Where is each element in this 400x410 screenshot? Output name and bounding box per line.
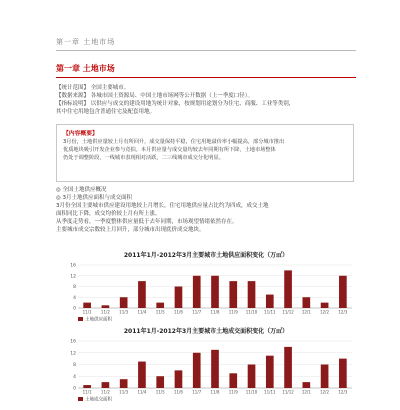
bar [102, 382, 110, 388]
chapter-divider [56, 77, 356, 78]
x-tick-label: 11/7 [192, 309, 202, 315]
x-tick-label: 11/5 [155, 309, 165, 315]
y-tick-label: 4 [73, 374, 76, 380]
x-tick-label: 11/10 [245, 389, 258, 395]
summary-line: 优质地块吸引开发企业参与竞拍。本月供应量与成交量均较去年同期有所下降，土地市场整体 [63, 147, 276, 153]
bar [175, 370, 183, 388]
bar [266, 295, 274, 308]
bar [321, 303, 329, 308]
bar [175, 287, 183, 309]
x-tick-label: 11/9 [228, 309, 238, 315]
chart-1 [56, 262, 356, 324]
bar [339, 276, 347, 308]
bar [193, 353, 201, 388]
y-tick-label: 0 [73, 306, 76, 312]
chart-2-title: 2011年1月-2012年3月主要城市土地成交面积变化（万㎡） [123, 328, 289, 335]
bar [83, 303, 91, 308]
summary-text [63, 138, 349, 162]
section-line: 从季度走势看，一季度整体供应量低于去年同期，市场观望情绪依然存在。 [56, 219, 238, 225]
bar [266, 356, 274, 388]
legend-swatch [78, 317, 83, 321]
intro-line: 其中住宅用地包含普通住宅及配套用地。 [56, 109, 156, 115]
chart-2 [56, 338, 356, 404]
y-tick-label: 12 [70, 351, 76, 357]
y-tick-label: 8 [73, 285, 76, 290]
x-tick-label: 11/4 [137, 389, 147, 395]
legend-label: 土地成交面积 [85, 397, 112, 403]
x-tick-label: 11/12 [282, 309, 294, 315]
y-tick-label: 4 [73, 295, 76, 301]
section-line: ◎ 全国土地供应概况 [56, 187, 107, 193]
x-tick-label: 12/2 [320, 389, 330, 395]
chart-1-title: 2011年1月-2012年3月主要城市土地供应面积变化（万㎡） [123, 252, 289, 259]
section-line: 面积同比下降，成交均价较上月有所上涨。 [56, 211, 161, 217]
x-tick-label: 12/3 [338, 309, 348, 315]
section-line: 主要城市成交宗数较上月回升，部分城市出现底价成交地块。 [56, 227, 205, 233]
intro-line: 【统计范围】 全国主要城市。 [56, 85, 130, 91]
x-tick-label: 11/11 [264, 389, 276, 395]
x-tick-label: 11/11 [264, 309, 276, 315]
bar [248, 365, 256, 389]
section-line: 3月份全国主要城市供应建设用地较上月增长，住宅用地供应量占比约为四成，成交土地 [56, 203, 269, 209]
y-tick-label: 16 [70, 263, 76, 269]
bar [156, 303, 164, 308]
intro-line: 【指标说明】 以供应与成交的建设用地为统计对象，按规划用途划分为住宅、商服、工业等类别， [56, 101, 295, 107]
bar [302, 297, 310, 308]
x-tick-label: 12/1 [301, 389, 311, 395]
bar [321, 365, 329, 389]
x-tick-label: 11/6 [173, 389, 183, 395]
y-tick-label: 16 [70, 339, 76, 345]
bar [120, 297, 128, 308]
x-tick-label: 11/5 [155, 389, 165, 395]
x-tick-label: 11/8 [210, 309, 220, 315]
summary-line: 仍处于调整阶段，一线城市表现相对活跃，二三线城市成交分化明显。 [63, 155, 224, 161]
legend-swatch [78, 397, 83, 401]
x-tick-label: 11/4 [137, 309, 147, 315]
x-tick-label: 11/8 [210, 389, 220, 395]
bar [211, 350, 219, 388]
bar [83, 385, 91, 388]
header-divider [56, 50, 356, 51]
section-line: ◎ 3月土地供应面积与成交面积 [56, 195, 133, 201]
x-tick-label: 11/9 [228, 389, 238, 395]
bar [248, 281, 256, 308]
bar [229, 281, 237, 308]
x-tick-label: 11/1 [82, 389, 92, 395]
x-tick-label: 11/3 [119, 389, 129, 395]
y-tick-label: 0 [73, 386, 76, 392]
x-tick-label: 12/2 [320, 309, 330, 315]
intro-line: 【数据来源】 各城市国土资源局、中国土地市场网等公开数据（上一季度口径）。 [56, 93, 254, 99]
summary-title: 【内容概要】 [63, 131, 98, 137]
y-tick-label: 8 [73, 363, 76, 368]
summary-line: 3月份，土地供应量较上月有所回升，成交量保持平稳，住宅用地溢价率小幅提高，部分城市推出 [63, 139, 285, 145]
x-tick-label: 11/2 [100, 389, 110, 395]
section-paragraph [56, 186, 356, 234]
chapter-title: 第一章 土地市场 [56, 64, 115, 73]
bar [138, 281, 146, 308]
y-tick-label: 12 [70, 274, 76, 280]
bar [138, 362, 146, 388]
bar [229, 373, 237, 388]
intro-paragraph [56, 84, 356, 116]
x-tick-label: 11/1 [82, 309, 92, 315]
bar [284, 347, 292, 388]
bar [302, 382, 310, 388]
x-tick-label: 11/2 [100, 309, 110, 315]
bar [156, 376, 164, 388]
summary-box [56, 124, 354, 182]
bar [102, 305, 110, 308]
running-header: 第一章 土地市场 [56, 38, 116, 46]
bar [193, 276, 201, 308]
bar [284, 270, 292, 308]
bar [211, 276, 219, 308]
x-tick-label: 12/1 [301, 309, 311, 315]
legend-label: 土地供应面积 [85, 317, 112, 323]
x-tick-label: 11/6 [173, 309, 183, 315]
x-tick-label: 11/10 [245, 309, 258, 315]
x-tick-label: 11/12 [282, 389, 294, 395]
bar [120, 379, 128, 388]
x-tick-label: 11/3 [119, 309, 129, 315]
x-tick-label: 11/7 [192, 389, 202, 395]
bar [339, 359, 347, 388]
x-tick-label: 12/3 [338, 389, 348, 395]
